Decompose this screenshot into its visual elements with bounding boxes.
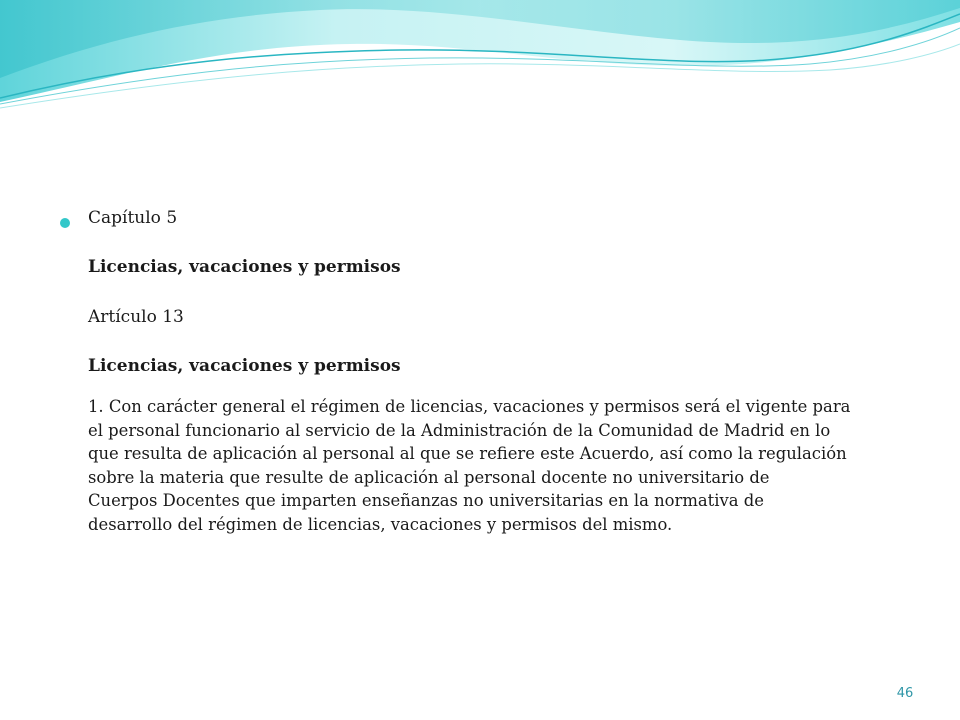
paragraph-line-text: Con carácter general el régimen de licencias, vacaciones y permisos será el vigente para — [108, 397, 851, 416]
page-number: 46 — [896, 686, 914, 701]
paragraph-line-5: Cuerpos Docentes que imparten enseñanzas no universitarias en la normativa de — [88, 491, 764, 510]
bullet-item — [58, 206, 918, 536]
paragraph-line-2: el personal funcionario al servicio de la Administración de la Comunidad de Madrid en lo — [88, 420, 831, 440]
article-title: Licencias, vacaciones y permisos — [88, 356, 401, 376]
paragraph-line-6: desarrollo del régimen de licencias, vacaciones y permisos del mismo. — [88, 514, 673, 534]
article-label: Artículo 13 — [88, 307, 184, 327]
paragraph-line-1 — [88, 395, 918, 419]
paragraph-number: 1. — [88, 397, 104, 416]
bullet-dot-icon — [60, 218, 70, 228]
paragraph-line-3: que resulta de aplicación al personal al que se refiere este Acuerdo, así como la regulación — [88, 444, 847, 463]
slide-content — [58, 206, 918, 536]
chapter-label: Capítulo 5 — [88, 208, 178, 228]
chapter-title: Licencias, vacaciones y permisos — [88, 257, 401, 277]
article-paragraph — [88, 395, 918, 536]
paragraph-line-4: sobre la materia que resulte de aplicación al personal docente no universitario de — [88, 467, 770, 487]
decorative-wave-header — [0, 0, 960, 140]
